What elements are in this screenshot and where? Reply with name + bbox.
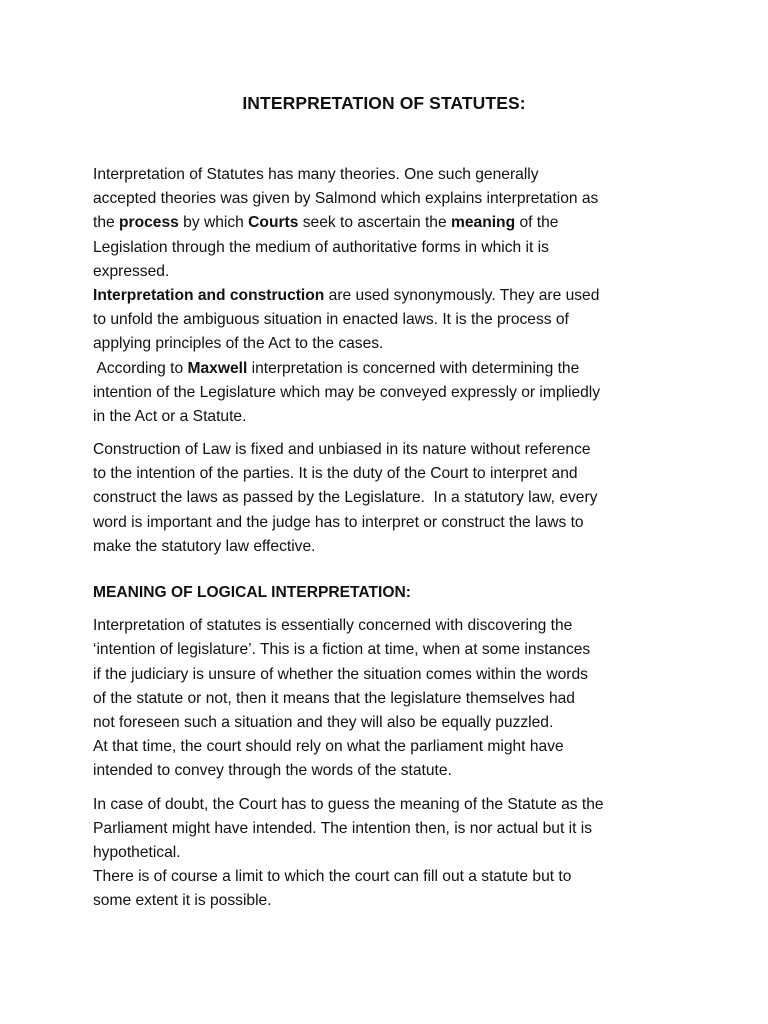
text-line [93, 357, 683, 381]
text-line: of the statute or not, then it means that the legislature themselves had [93, 689, 575, 707]
bold-term-maxwell: Maxwell [187, 359, 248, 377]
text-line: construct the laws as passed by the Legislature. In a statutory law, every [93, 489, 598, 507]
text-line [93, 211, 683, 235]
document-title: INTERPRETATION OF STATUTES: [242, 93, 526, 113]
text-line [93, 284, 683, 308]
text-line: accepted theories was given by Salmond which explains interpretation as [93, 190, 599, 208]
paragraph-case-of-doubt [93, 793, 683, 866]
section-heading-logical-interpretation: MEANING OF LOGICAL INTERPRETATION: [93, 584, 411, 601]
text-line: to unfold the ambiguous situation in enacted laws. It is the process of [93, 311, 569, 329]
text-line: Construction of Law is fixed and unbiased in its nature without reference [93, 441, 591, 459]
text-run: seek to ascertain the [298, 214, 451, 232]
text-line: Interpretation of Statutes has many theories. One such generally [93, 166, 539, 183]
text-line: There is of course a limit to which the court can fill out a statute but to [93, 868, 572, 886]
text-line: applying principles of the Act to the cases. [93, 335, 384, 353]
bold-term-process: process [119, 214, 179, 232]
text-line: expressed. [93, 262, 170, 280]
text-line: some extent it is possible. [93, 892, 272, 910]
bold-term-interpretation-and-construction: Interpretation and construction [93, 286, 325, 304]
paragraph-intention-of-legislature [93, 614, 683, 735]
text-line: intention of the Legislature which may be conveyed expressly or impliedly [93, 383, 601, 401]
text-line: intended to convey through the words of the statute. [93, 762, 452, 780]
text-run: of the [515, 214, 559, 232]
text-run: interpretation is concerned with determining the [247, 359, 580, 377]
text-line: Legislation through the medium of authoritative forms in which it is [93, 238, 549, 256]
text-line: hypothetical. [93, 843, 181, 861]
paragraph-limit [93, 865, 683, 913]
document-body [93, 163, 683, 913]
paragraph-maxwell [93, 357, 683, 430]
text-line: word is important and the judge has to interpret or construct the laws to [93, 513, 584, 531]
text-run: the [93, 214, 120, 232]
text-line: In case of doubt, the Court has to guess the meaning of the Statute as the [93, 795, 604, 813]
bold-term-meaning: meaning [450, 214, 516, 232]
paragraph-court-reliance [93, 735, 683, 783]
text-line: At that time, the court should rely on what the parliament might have [93, 738, 564, 756]
text-run: According to [93, 359, 188, 377]
text-line: in the Act or a Statute. [93, 407, 247, 425]
bold-term-courts: Courts [248, 214, 299, 232]
paragraph-interpretation-construction [93, 284, 683, 357]
text-line: Interpretation of statutes is essentially concerned with discovering the [93, 617, 573, 635]
text-line: not foreseen such a situation and they will also be equally puzzled. [93, 713, 554, 731]
text-line: ‘intention of legislature’. This is a fiction at time, when at some instances [93, 641, 591, 659]
text-run: are used synonymously. They are used [324, 286, 600, 304]
text-line: make the statutory law effective. [93, 537, 316, 555]
text-line: Parliament might have intended. The intention then, is nor actual but it is [93, 819, 593, 837]
text-line: if the judiciary is unsure of whether the situation comes within the words [93, 665, 588, 683]
text-line: to the intention of the parties. It is the duty of the Court to interpret and [93, 465, 578, 483]
text-run: by which [178, 214, 249, 232]
paragraph-salmond-theory [93, 163, 683, 284]
paragraph-construction-of-law [93, 438, 683, 559]
